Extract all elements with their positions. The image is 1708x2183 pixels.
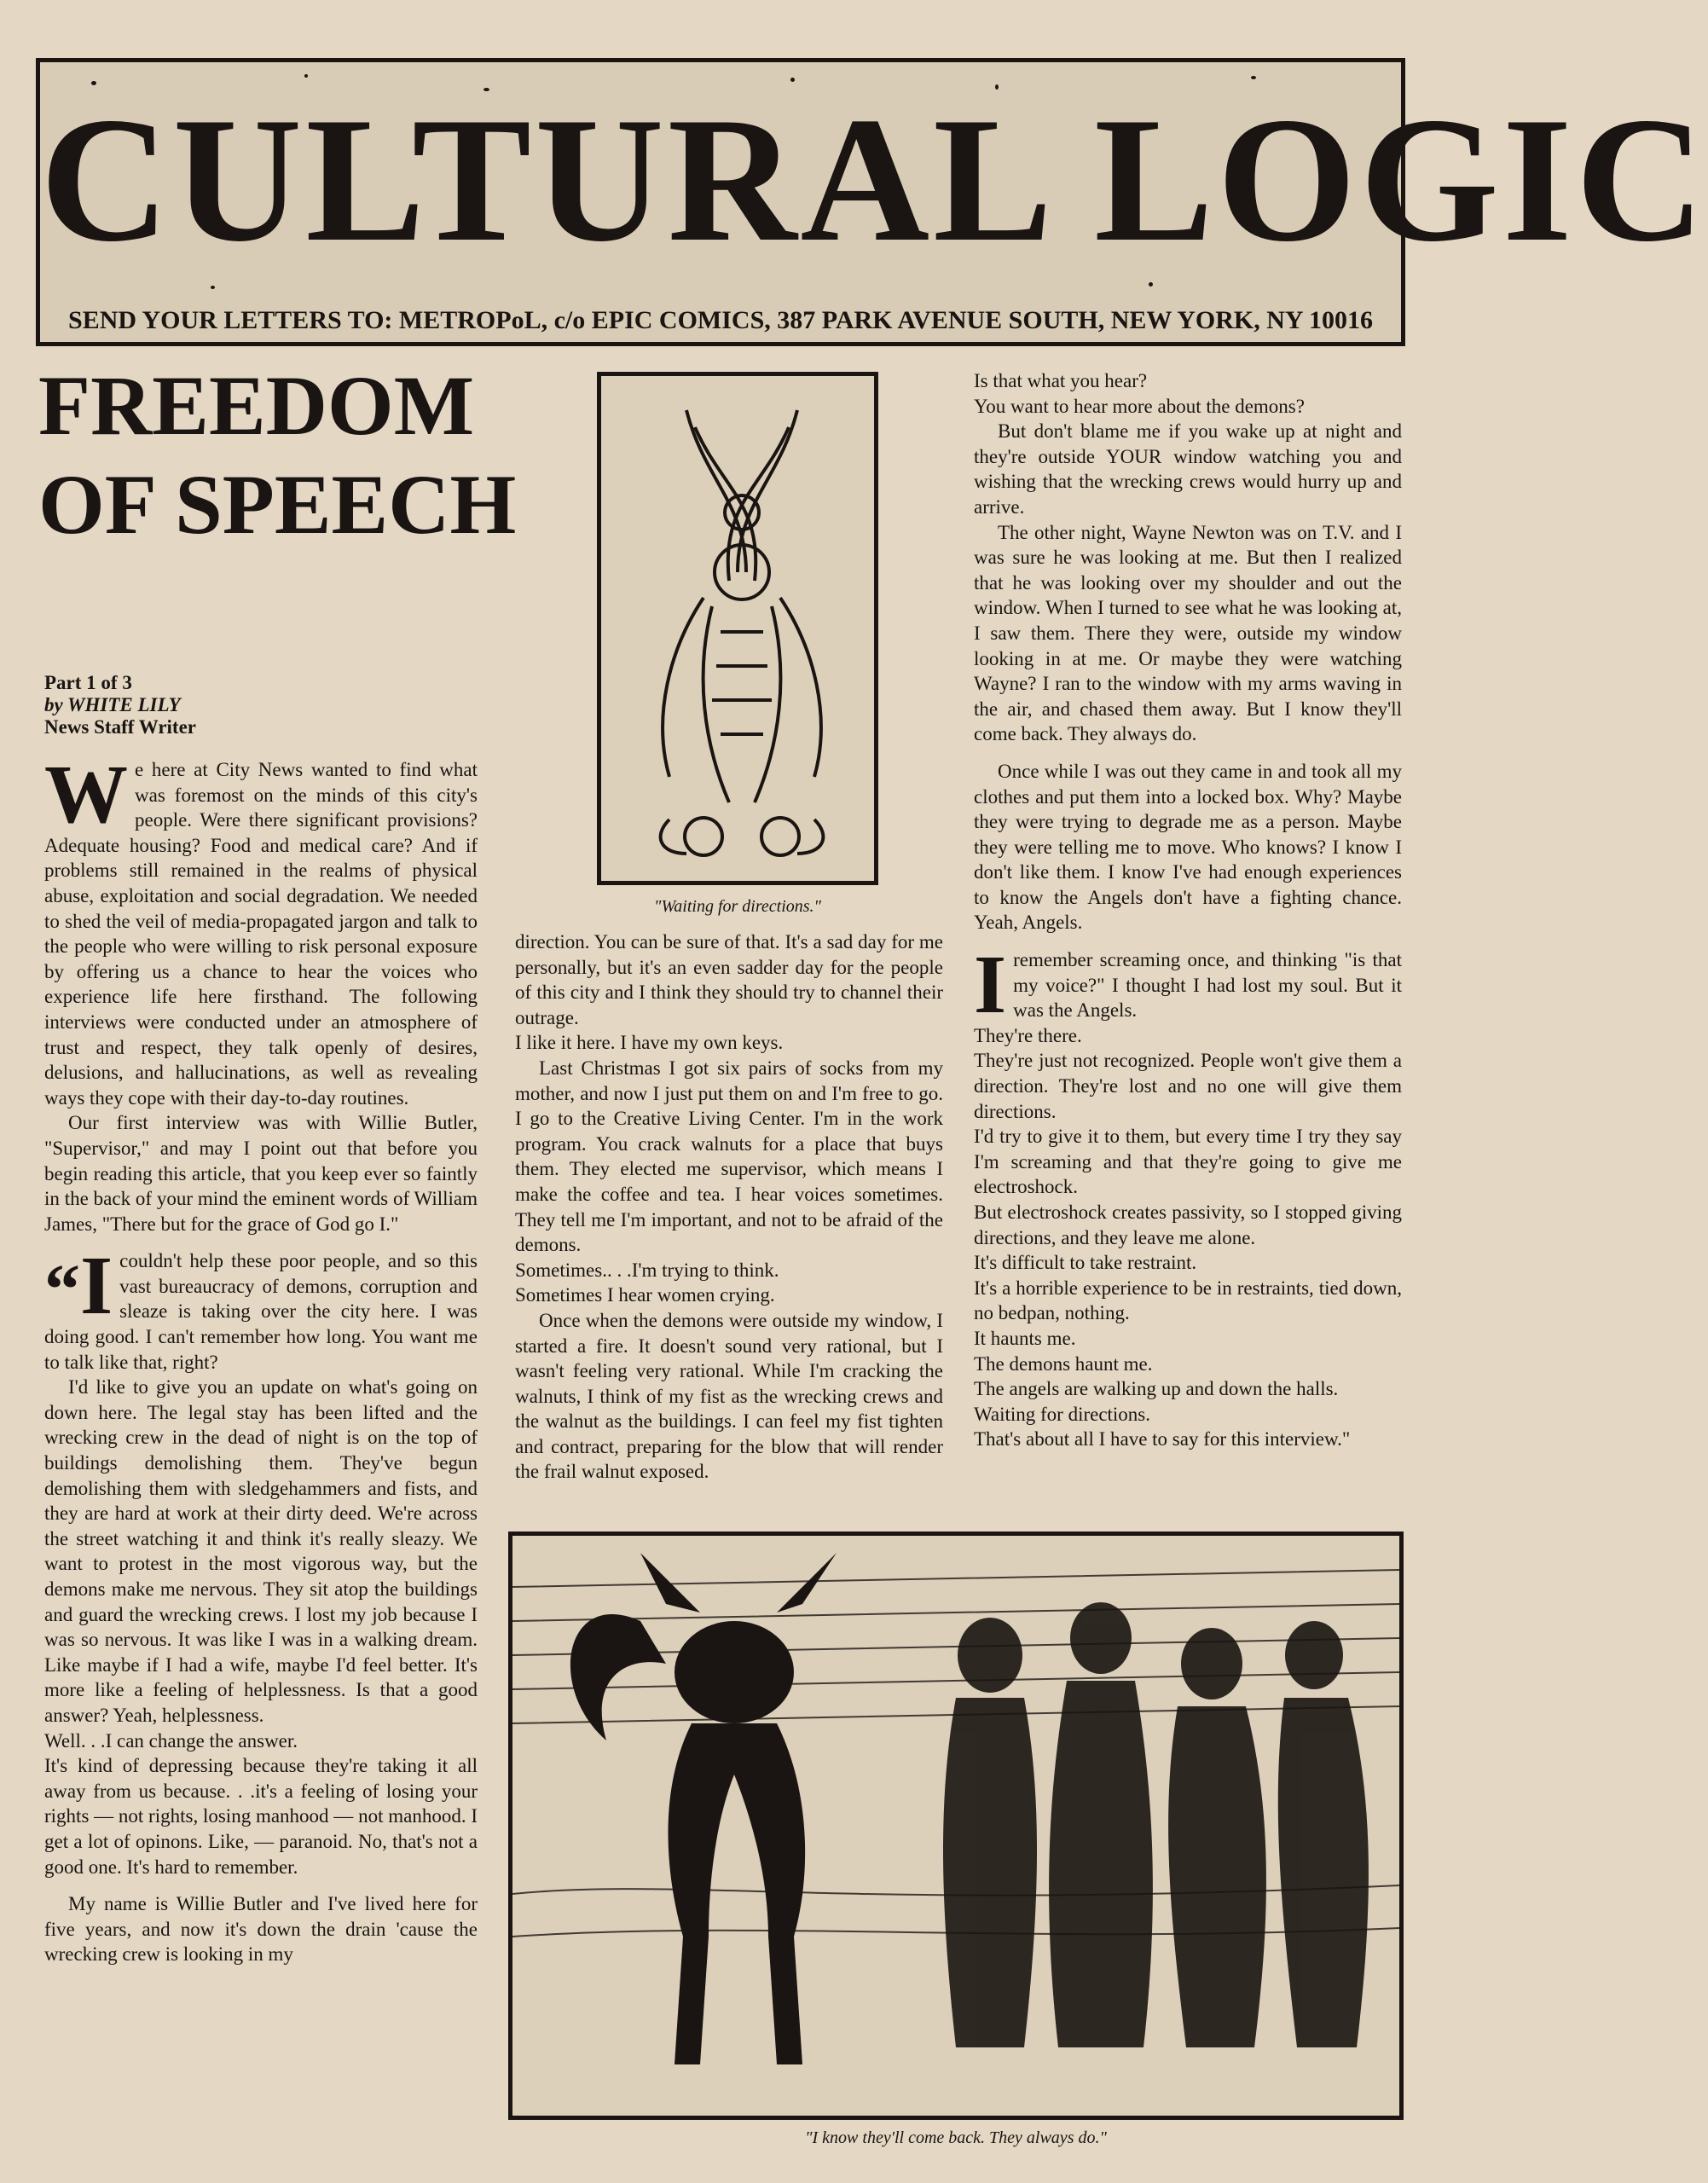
paragraph: They're just not recognized. People won't give them a direction. They're lost and no one will give them directions. [974,1050,1402,1122]
paragraph: The demons haunt me. [974,1352,1153,1375]
drop-cap: “I [44,1240,113,1333]
paragraph: Last Christmas I got six pairs of socks from my mother, and now I just put them on and I'm free to go. I go to the Creative Living Center. I'm in the work program. You crack walnuts for a place that buys them. They elected me supervisor, which means I make the coffee and tea. I hear voices sometimes. They tell me I'm important, and not to be afraid of the demons. [515,1057,943,1256]
masthead-title: CULTURAL LOGIC [40,81,1708,279]
paragraph: The angels are walking up and down the halls. [974,1378,1339,1400]
drop-cap: W [44,749,128,841]
angel-caption: "Waiting for directions." [654,897,821,916]
demon-caption: "I know they'll come back. They always do." [805,2128,1107,2147]
paragraph: My name is Willie Butler and I've lived here for five years, and now it's down the drain 'cause the wrecking crew is looking in my [44,1893,478,1966]
paragraph: Well. . .I can change the answer. [44,1729,298,1752]
paragraph: They're there. [974,1024,1082,1046]
paragraph: Sometimes.. . .I'm trying to think. [515,1259,779,1281]
staff-role: News Staff Writer [44,716,196,738]
masthead-address: SEND YOUR LETTERS TO: METROPoL, c/o EPIC COMICS, 387 PARK AVENUE SOUTH, NEW YORK, NY 10016 [68,306,1373,334]
byline [44,672,471,738]
drop-cap: I [974,939,1007,1032]
paragraph: It's kind of depressing because they're taking it all away from us because. . .it's a feeling of losing your rights — not rights, losing manhood — not manhood. I get a lot of opinons. Like, — paranoid. No, that's not a good one. It's hard to remember. [44,1755,478,1878]
paragraph: But electroshock creates passivity, so I stopped giving directions, and they leave me alone. [974,1202,1402,1248]
author: by WHITE LILY [44,694,181,715]
intro-paragraph: We here at City News wanted to find what was foremost on the minds of this city's people. Were there significant provisions? Adequate housing? Food and medical care? And if problems still remained in the realms of physical abuse, exploitation and social degradation. We needed to shed the veil of media-propagated jargon and talk to the people who were willing to risk personal exposure by offering us a chance to hear the voices who experience life here firsthand. The following interviews were conducted under an atmosphere of trust and respect, they talk openly of desires, delusions, and hallucinations, as well as revealing ways they cope with their day-to-day routines. [44,749,478,1109]
masthead [36,58,1708,346]
paragraph: I'd like to give you an update on what's going on down here. The legal stay has been lifted and the wrecking crew in the dead of night is on the top of buildings demolishing them. They've begun demolishing them with sledgehammers and fists, and they are hard at work at their dirty deed. We're across the street watching it and think it's really sleazy. We want to protest in the most vigorous way, but the demons make me nervous. They sit atop the buildings and guard the wrecking crews. I lost my job because I was so nervous. It was like I was in a walking dream. Like maybe if I had a wife, maybe I'd feel better. It's more like a feeling of helplessness. Is that a good answer? Yeah, helplessness. [44,1376,478,1726]
paragraph: It's a horrible experience to be in restraints, tied down, no bedpan, nothing. [974,1277,1402,1324]
demon-woodcut-figure [508,1532,1404,2120]
paragraph: You want to hear more about the demons? [974,395,1305,417]
column-1 [44,749,478,1967]
paragraph: I like it here. I have my own keys. [515,1032,784,1054]
paragraph: Our first interview was with Willie Butler, "Supervisor," and may I point out that before you begin reading this article, that you keep ever so faintly in the back of your mind the eminent words of William James, "There but for the grace of God go I." [44,1112,478,1235]
paragraph: Waiting for directions. [974,1403,1151,1425]
paragraph: That's about all I have to say for this interview." [974,1428,1351,1451]
paragraph: direction. You can be sure of that. It's a sad day for me personally, but it's an even sadder day for the people of this city and I think they should try to channel their outrage. [515,931,943,1028]
quote-paragraph: “I couldn't help these poor people, and so this vast bureaucracy of demons, corruption and sleaze is taking over the city here. I was doing good. I can't remember how long. You want me to talk like that, right? [44,1240,478,1373]
part-label: Part 1 of 3 [44,672,132,693]
column-3 [974,368,1402,1452]
column-2 [515,929,943,1485]
angel-woodcut-figure [597,372,878,885]
paragraph: Is that what you hear? [974,370,1148,391]
paragraph: It haunts me. [974,1327,1076,1349]
paragraph: Once when the demons were outside my window, I started a fire. It doesn't sound very rational, but I wasn't feeling very rational. While I'm cracking the walnuts, I think of my fist as the wrecking crews and the walnut as the buildings. I can feel my fist tighten and contract, preparing for the blow that will render the frail walnut exposed. [515,1309,943,1483]
paragraph: Sometimes I hear women crying. [515,1284,775,1306]
paragraph: The other night, Wayne Newton was on T.V. and I was sure he was looking at me. But then I realized that he was looking over my shoulder and out the window. When I turned to see what he was looking at, I saw them. There they were, outside my window looking in at me. Or maybe they were watching Wayne? I ran to the window with my arms waving in the air, and chased them away. But I know they'll come back. They always do. [974,521,1402,745]
paragraph: Once while I was out they came in and took all my clothes and put them into a locked box. Why? Maybe they were trying to degrade me as a person. Maybe they were telling me to move. Who knows? I know I don't like them. I know I've had enough experiences to know the Angels don't have a fighting chance. Yeah, Angels. [974,760,1402,934]
paragraph: It's difficult to take restraint. [974,1252,1197,1274]
paragraph: I'd try to give it to them, but every time I try they say I'm screaming and that they're going to give me electroshock. [974,1126,1402,1198]
angel-illustration [601,376,874,881]
demon-illustration [512,1536,1399,2116]
headline: FREEDOM OF SPEECH [38,358,517,552]
paragraph: But don't blame me if you wake up at night and they're outside YOUR window watching you and wishing that the wrecking crews would hurry up and arrive. [974,420,1402,518]
quote-paragraph: Iremember screaming once, and thinking "is that my voice?" I thought I had lost my soul. But it was the Angels. [974,939,1402,1032]
